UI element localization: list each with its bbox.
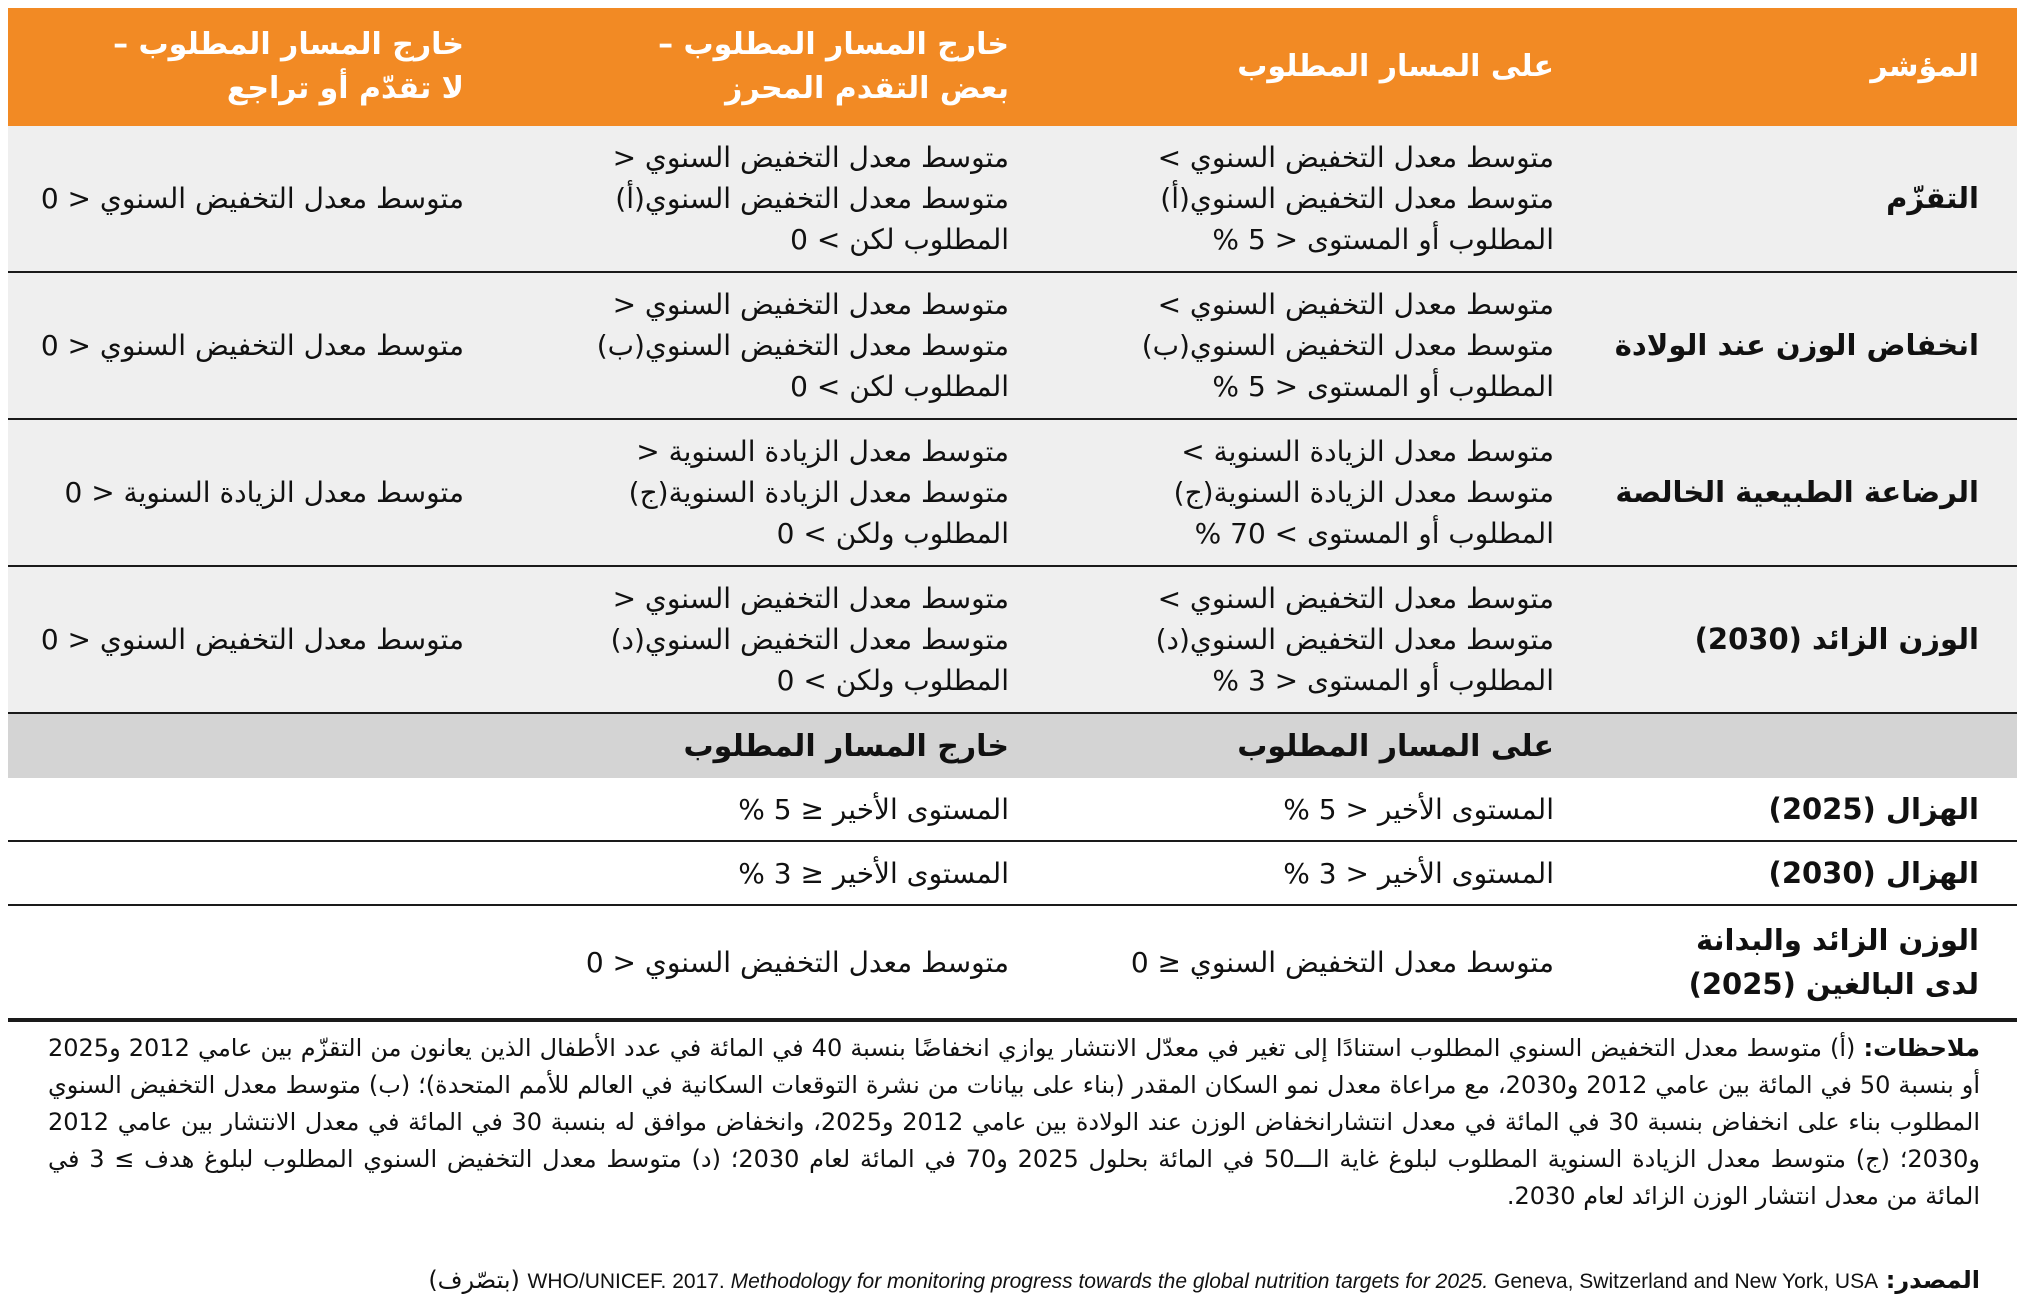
table-row: [8, 126, 2017, 273]
notes-text: (أ) متوسط معدل التخفيض السنوي المطلوب استنادًا إلى تغير في معدّل الانتشار يوازي انخفاضًا بنسبة 40 في المائة في عدد الأطفال الذين يعانون من التقزّم بين عامي 2012 و2025 أو بنسبة 50 في المائة بين عامي 2012 و2030، مع مراعاة معدل نمو السكان المقدر (بناء على بيانات من نشرة التوقعات السكانية في العالم للأمم المتحدة)؛ (ب) متوسط معدل التخفيض السنوي المطلوب بناء على انخفاض بنسبة 30 في المائة في معدل انتشارانخفاض الوزن عند الولادة بين عامي 2012 و2025، وانخفاض موافق له بنسبة 30 في المائة في معدل الانتشار بين عامي 2012 و2030؛ (ج) متوسط معدل الزيادة السنوية المطلوب لبلوغ غاية الـــ50 في المائة بحلول 2025 و70 في المائة لعام 2030؛ (د) متوسط معدل التخفيض السنوي المطلوب لبلوغ هدف ≥ 3 في المائة من معدل انتشار الوزن الزائد لعام 2030.: [48, 1034, 1981, 1210]
source-citation: WHO/UNICEF. 2017. Methodology for monitoring progress towards the global nutrition targets for 2025. Geneva, Switzerland and New York, USA: [527, 1270, 1879, 1293]
indicator-cell: الهزال (2025): [1768, 792, 1979, 826]
header-off-no-progress: خارج المسار المطلوب – لا تقدّم أو تراجع: [113, 27, 464, 106]
off-no-progress-cell: متوسط معدل التخفيض السنوي < 0: [40, 182, 464, 215]
table-header: [8, 8, 2017, 126]
criteria-table: [8, 8, 2017, 1022]
indicator-cell: الرضاعة الطبيعية الخالصة: [1615, 475, 1979, 509]
table-row: [8, 273, 2017, 420]
table-row: [8, 906, 2017, 1022]
indicator-cell: الوزن الزائد والبدانة لدى البالغين (2025): [1688, 923, 1979, 1001]
table-row: [8, 842, 2017, 906]
source-line: [48, 1263, 1980, 1299]
table-row: [8, 420, 2017, 567]
on-track-cell: المستوى الأخير < 3 %: [1283, 856, 1554, 890]
notes-label: ملاحظات:: [1863, 1034, 1981, 1062]
header-on-track: على المسار المطلوب: [1237, 49, 1554, 84]
indicator-cell: الهزال (2030): [1768, 856, 1979, 890]
indicator-cell: الوزن الزائد (2030): [1694, 622, 1979, 656]
off-no-progress-cell: متوسط معدل التخفيض السنوي < 0: [40, 623, 464, 656]
off-some-progress-cell: متوسط معدل التخفيض السنوي < متوسط معدل التخفيض السنوي(د) المطلوب ولكن > 0: [610, 582, 1009, 697]
table-row: [8, 778, 2017, 842]
on-track-cell: المستوى الأخير < 5 %: [1283, 792, 1554, 826]
off-some-progress-cell: متوسط معدل الزيادة السنوية < متوسط معدل الزيادة السنوية(ج) المطلوب ولكن > 0: [628, 435, 1009, 550]
header-off-some-progress: خارج المسار المطلوب – بعض التقدم المحرز: [658, 27, 1009, 106]
off-track-cell: المستوى الأخير ≤ 3 %: [738, 856, 1009, 890]
indicator-cell: انخفاض الوزن عند الولادة: [1614, 328, 1979, 362]
off-no-progress-cell: متوسط معدل الزيادة السنوية < 0: [64, 476, 464, 509]
subheader-off-track: خارج المسار المطلوب: [683, 728, 1009, 764]
sub-header: [8, 714, 2017, 778]
source-title: Methodology for monitoring progress towards the global nutrition targets for 2025.: [730, 1270, 1489, 1293]
off-some-progress-cell: متوسط معدل التخفيض السنوي < متوسط معدل التخفيض السنوي(أ) المطلوب لكن > 0: [612, 141, 1009, 256]
off-track-cell: المستوى الأخير ≤ 5 %: [738, 792, 1009, 826]
on-track-cell: متوسط معدل التخفيض السنوي > متوسط معدل التخفيض السنوي(ب) المطلوب أو المستوى < 5 %: [1141, 288, 1554, 403]
indicator-cell: التقزّم: [1886, 181, 1979, 215]
off-no-progress-cell: متوسط معدل التخفيض السنوي < 0: [40, 329, 464, 362]
on-track-cell: متوسط معدل التخفيض السنوي > متوسط معدل التخفيض السنوي(أ) المطلوب أو المستوى < 5 %: [1157, 141, 1554, 256]
subheader-on-track: على المسار المطلوب: [1237, 728, 1554, 764]
source-adapted: (بتصّرف): [428, 1266, 520, 1294]
off-some-progress-cell: متوسط معدل التخفيض السنوي < متوسط معدل التخفيض السنوي(ب) المطلوب لكن > 0: [596, 288, 1009, 403]
header-indicator: المؤشر: [1870, 49, 1979, 84]
source-label: المصدر:: [1885, 1266, 1980, 1294]
on-track-cell: متوسط معدل التخفيض السنوي ≤ 0: [1130, 945, 1554, 979]
off-track-cell: متوسط معدل التخفيض السنوي < 0: [585, 945, 1009, 979]
table-row: [8, 567, 2017, 714]
table-notes: [48, 1030, 1980, 1215]
on-track-cell: متوسط معدل الزيادة السنوية > متوسط معدل الزيادة السنوية(ج) المطلوب أو المستوى > 70 %: [1173, 435, 1554, 550]
on-track-cell: متوسط معدل التخفيض السنوي > متوسط معدل التخفيض السنوي(د) المطلوب أو المستوى < 3 %: [1155, 582, 1554, 697]
